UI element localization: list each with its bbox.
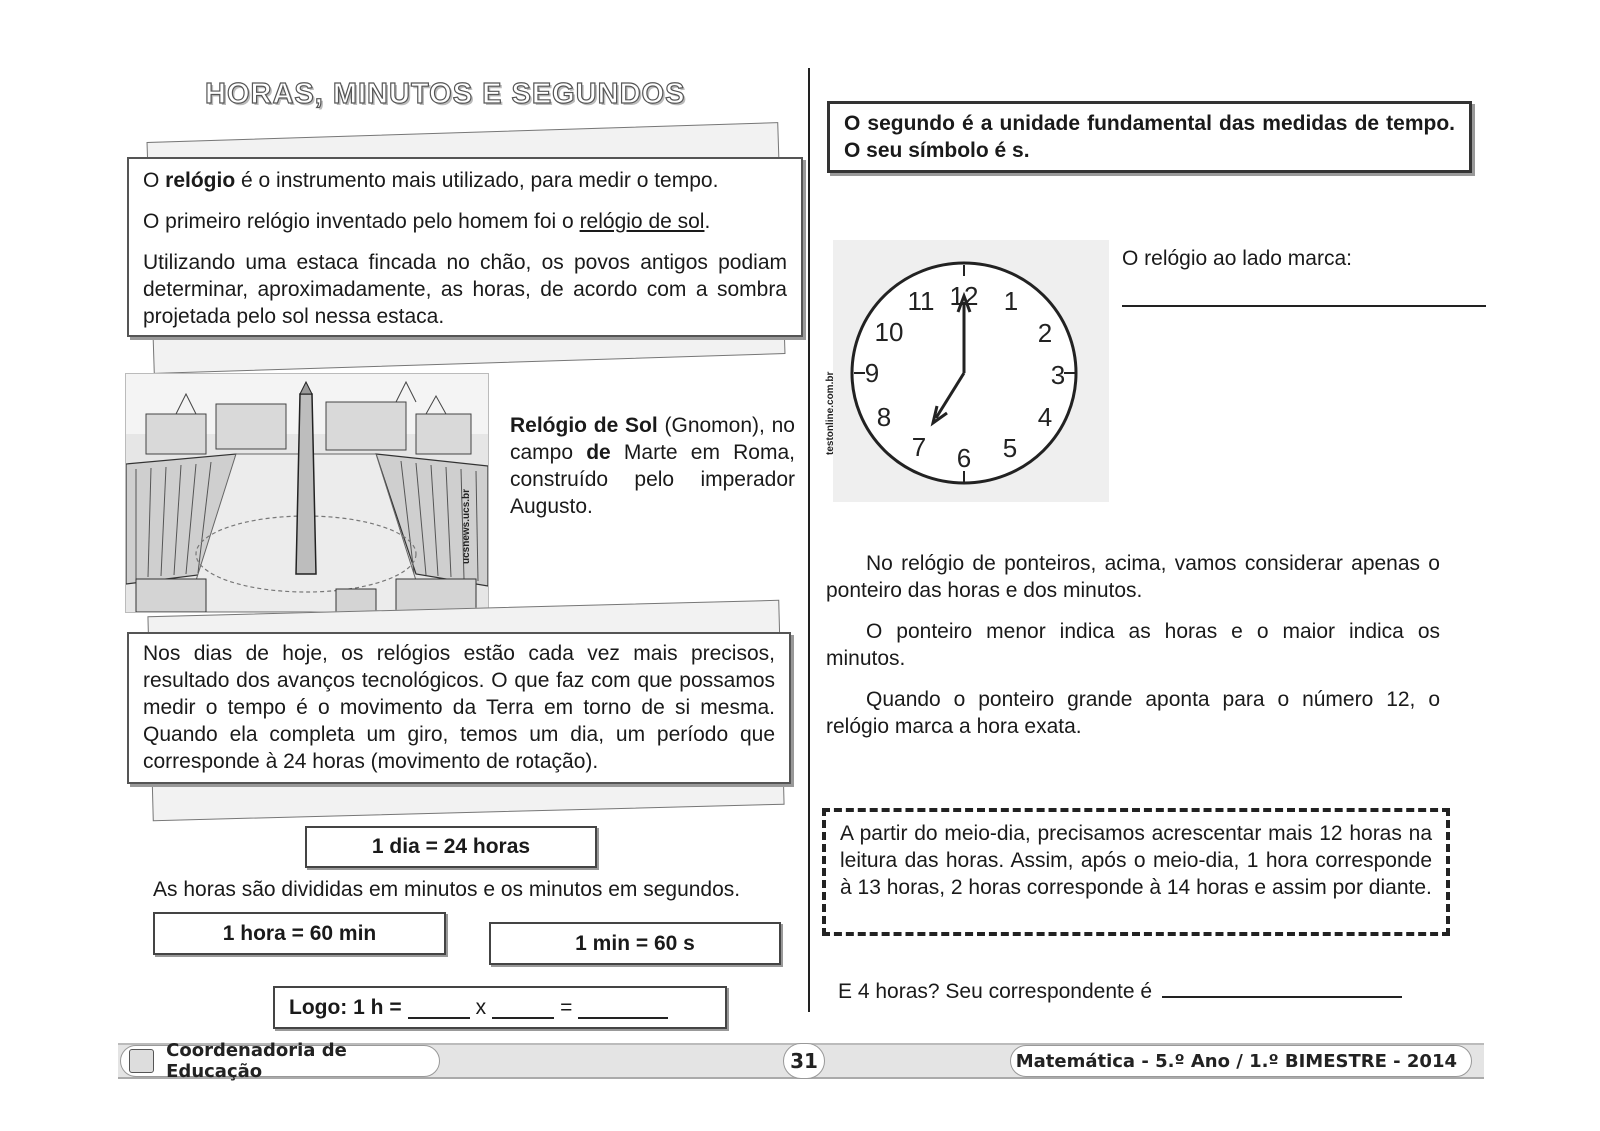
eq-hour-box: 1 hora = 60 min <box>153 912 446 955</box>
clock-number-3: 3 <box>1050 360 1066 390</box>
modern-clocks-text: Nos dias de hoje, os relógios estão cada vez mais precisos, resultado dos avanços tecnológicos. O que faz com que possamos medir o tempo é o movimento da Terra em torno de si mesma. Quando ela completa um giro, temos um dia, um período que corresponde à 24 horas (movimento de rotação). <box>143 642 775 773</box>
footer-right-pill <box>1010 1045 1472 1077</box>
division-text: As horas são divididas em minutos e os minutos em segundos. <box>153 878 741 901</box>
eq-day-box: 1 dia = 24 horas <box>305 826 597 868</box>
footer-right-text: Matemática - 5.º Ano / 1.º BIMESTRE - 2014 <box>1015 1050 1457 1072</box>
definition-box <box>827 101 1472 173</box>
clock-credit: testonline.com.br <box>825 371 836 455</box>
definition-text: O segundo é a unidade fundamental das medidas de tempo. O seu símbolo é s. <box>844 112 1455 162</box>
clock-number-6: 6 <box>956 443 972 473</box>
clock-number-7: 7 <box>911 432 927 462</box>
modern-clocks-box <box>127 632 791 784</box>
footer-left-text: Coordenadoria de Educação <box>166 1040 347 1082</box>
clock-number-5: 5 <box>1002 433 1018 463</box>
clock-answer-line[interactable] <box>1122 305 1486 307</box>
sundial-illustration <box>125 373 489 613</box>
intro-p1: O relógio é o instrumento mais utilizado, para medir o tempo. <box>143 169 719 192</box>
sundial-drawing <box>126 374 488 612</box>
afternoon-hours-box <box>822 808 1450 936</box>
footer-left-pill <box>120 1040 440 1082</box>
coat-of-arms-icon <box>129 1049 154 1073</box>
clock-number-12: 12 <box>949 281 979 311</box>
column-divider <box>808 68 810 1012</box>
keyword-relogio: relógio <box>165 169 236 192</box>
clock-number-4: 4 <box>1037 402 1053 432</box>
question-answer-blank[interactable] <box>1162 976 1402 998</box>
logo-times: x <box>475 995 487 1019</box>
answer-blank-2[interactable] <box>492 997 554 1019</box>
clock-number-8: 8 <box>876 402 892 432</box>
hands-paragraph-1: No relógio de ponteiros, acima, vamos considerar apenas o ponteiro das horas e dos minutos. <box>826 552 1440 602</box>
logo-exercise-box <box>273 986 727 1029</box>
clock-number-10: 10 <box>874 317 904 347</box>
afternoon-hours-text: A partir do meio-dia, precisamos acrescentar mais 12 horas na leitura das horas. Assim, após o meio-dia, 1 hora corresponde à 13 horas, 2 horas corresponde à 14 horas e assim por diante. <box>840 822 1432 899</box>
question-4-hours: E 4 horas? Seu correspondente é <box>838 976 1402 1005</box>
intro-p3: Utilizando uma estaca fincada no chão, os povos antigos podiam determinar, aproximadamente, as horas, de acordo com a sombra projetada pelo sol nessa estaca. <box>143 251 787 328</box>
relogio-de-sol-link: relógio de sol <box>579 210 705 233</box>
hands-paragraph-2: O ponteiro menor indica as horas e o maior indica os minutos. <box>826 620 1440 670</box>
page-number-badge <box>783 1043 825 1079</box>
logo-label: Logo: 1 h = <box>289 995 402 1019</box>
clock-number-2: 2 <box>1037 318 1053 348</box>
clock-number-1: 1 <box>1003 286 1019 316</box>
clock-number-11: 11 <box>907 286 935 316</box>
eq-min-box: 1 min = 60 s <box>489 922 781 965</box>
hands-paragraph-3: Quando o ponteiro grande aponta para o número 12, o relógio marca a hora exata. <box>826 688 1440 738</box>
intro-p2: O primeiro relógio inventado pelo homem foi o relógio de sol. <box>143 210 711 233</box>
sundial-caption: Relógio de Sol (Gnomon), no campo de Marte em Roma, construído pelo imperador Augusto. <box>510 414 795 518</box>
clock-number-9: 9 <box>864 358 880 388</box>
image-credit: ucsnews.ucs.br <box>461 488 472 564</box>
clock-prompt: O relógio ao lado marca: <box>1122 247 1352 270</box>
logo-equals: = <box>560 995 573 1019</box>
intro-box <box>127 157 803 337</box>
clock-panel <box>825 240 1109 502</box>
answer-blank-1[interactable] <box>408 997 470 1019</box>
page-number: 31 <box>790 1049 818 1073</box>
clock-drawing <box>833 240 1109 502</box>
page-title: HORAS, MINUTOS E SEGUNDOS <box>205 78 686 110</box>
answer-blank-3[interactable] <box>578 997 668 1019</box>
